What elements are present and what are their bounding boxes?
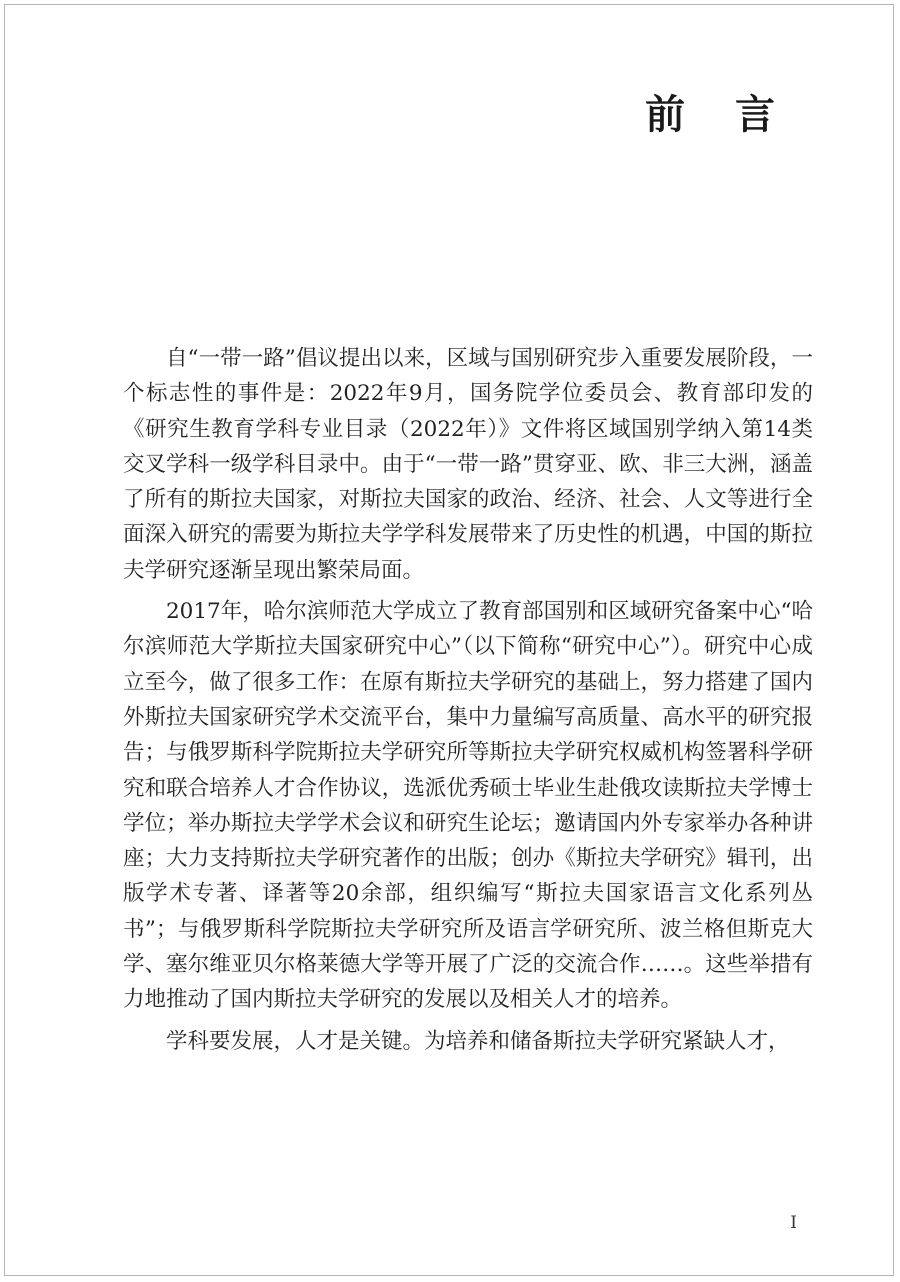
page-number: I xyxy=(790,1213,797,1233)
paragraph-2: 2017年，哈尔滨师范大学成立了教育部国别和区域研究备案中心“哈尔滨师范大学斯拉夫国家研究中心”（以下简称“研究中心”）。研究中心成立至今，做了很多工作：在原有斯拉夫学研究的基础上，努力搭建了国内外斯拉夫国家研究学术交流平台，集中力量编写高质量、高水平的研究报告；与俄罗斯科学院斯拉夫学研究所等斯拉夫学研究权威机构签署科学研究和联合培养人才合作协议，选派优秀硕士毕业生赴俄攻读斯拉夫学博士学位；举办斯拉夫学学术会议和研究生论坛；邀请国内外专家举办各种讲座；大力支持斯拉夫学研究著作的出版；创办《斯拉夫学研究》辑刊，出版学术专著、译著等20余部，组织编写“斯拉夫国家语言文化系列丛书”；与俄罗斯科学院斯拉夫学研究所及语言学研究所、波兰格但斯克大学、塞尔维亚贝尔格莱德大学等开展了广泛的交流合作……。这些举措有力地推动了国内斯拉夫学研究的发展以及相关人才的培养。 xyxy=(123,599,813,1013)
paragraph-3: 学科要发展，人才是关键。为培养和储备斯拉夫学研究紧缺人才， xyxy=(166,1028,790,1054)
document-page xyxy=(4,4,894,1276)
body-text xyxy=(123,341,813,1065)
page-title: 前 言 xyxy=(645,92,793,138)
paragraph-1: 自“一带一路”倡议提出以来，区域与国别研究步入重要发展阶段，一个标志性的事件是：2022年9月，国务院学位委员会、教育部印发的《研究生教育学科专业目录（2022年）》文件将区域国别学纳入第14类交叉学科一级学科目录中。由于“一带一路”贯穿亚、欧、非三大洲，涵盖了所有的斯拉夫国家，对斯拉夫国家的政治、经济、社会、人文等进行全面深入研究的需要为斯拉夫学学科发展带来了历史性的机遇，中国的斯拉夫学研究逐渐呈现出繁荣局面。 xyxy=(123,346,813,583)
